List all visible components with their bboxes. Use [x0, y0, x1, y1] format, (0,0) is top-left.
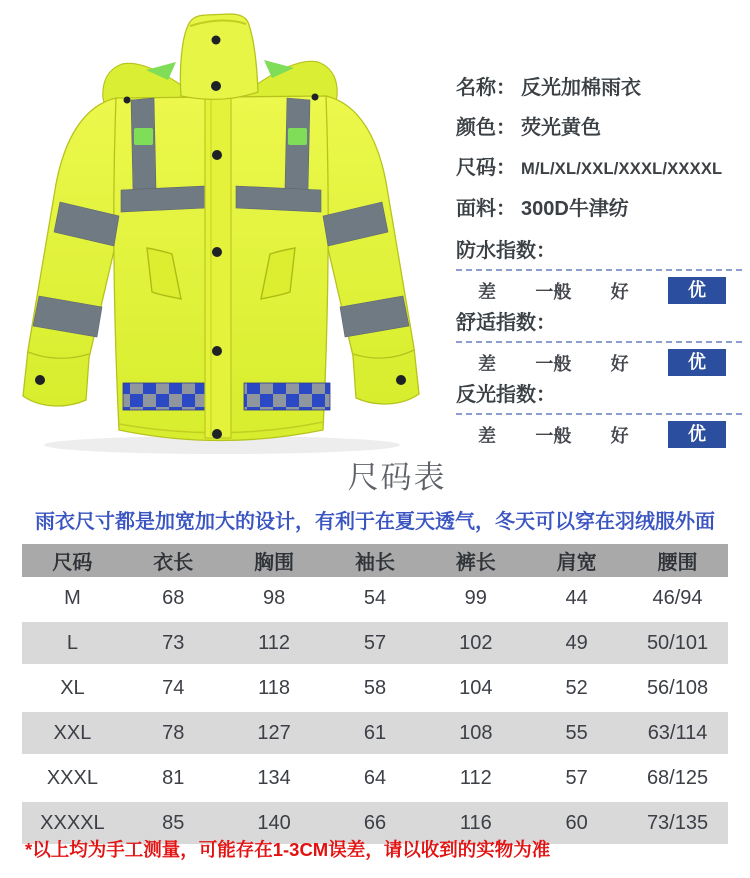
size-cell: XXL [22, 711, 123, 756]
size-cell: 64 [363, 766, 387, 789]
spec-fabric-value: 300D牛津纺 [521, 198, 629, 220]
size-cell: 108 [425, 711, 526, 756]
size-cell: 56/108 [646, 676, 709, 699]
size-col-header: 腰围 [627, 544, 728, 577]
rating-level: 差 [478, 353, 496, 374]
spec-name-value: 反光加棉雨衣 [521, 77, 641, 99]
waterproof-rating-row [456, 276, 742, 305]
size-cell: XL [60, 676, 85, 699]
green-tab [134, 128, 153, 145]
reflective-index-label: 反光指数： [456, 384, 556, 406]
size-chart-title: 尺码表 [347, 460, 447, 495]
spec-fabric-row [456, 197, 742, 221]
size-cell: 78 [123, 711, 224, 756]
waterproof-index-block [456, 239, 742, 305]
size-chart-subtitle: 雨衣尺寸都是加宽加大的设计，有利于在夏天透气，冬天可以穿在羽绒服外面 [35, 511, 715, 533]
size-cell: 46/94 [652, 586, 703, 609]
size-cell: 98 [262, 586, 286, 609]
spec-color-row [456, 116, 742, 140]
product-info-panel [456, 76, 742, 455]
spec-color-value: 荧光黄色 [521, 117, 601, 139]
size-cell: XXXL [46, 766, 98, 789]
size-cell: L [22, 621, 123, 666]
size-cell: 63/114 [627, 711, 728, 756]
rating-level: 差 [478, 281, 496, 302]
size-cell: 66 [325, 801, 426, 846]
size-col-header: 衣长 [123, 544, 224, 577]
dashed-divider [456, 341, 742, 343]
rating-level: 一般 [535, 425, 572, 446]
checker-band [123, 383, 209, 410]
size-row-xxl [22, 711, 728, 756]
size-cell: 60 [526, 801, 627, 846]
comfort-index-label: 舒适指数： [456, 312, 556, 334]
size-cell: XXXXL [22, 801, 123, 846]
rating-indices [456, 239, 742, 449]
spec-size-value: M/L/XL/XXL/XXXL/XXXXL [521, 160, 723, 178]
green-tab [288, 128, 307, 145]
size-cell: 49 [526, 621, 627, 666]
size-cell: 68/125 [646, 766, 709, 789]
size-cell: M [64, 586, 81, 609]
rating-level: 差 [478, 425, 496, 446]
size-header-row [22, 544, 728, 577]
spec-name-row [456, 76, 742, 100]
reflective-index-block [456, 383, 742, 449]
spec-size-row [456, 156, 742, 181]
size-cell: 118 [258, 676, 291, 699]
size-cell: 73/135 [627, 801, 728, 846]
size-cell: 54 [363, 586, 387, 609]
size-cell: 116 [425, 801, 526, 846]
spec-size-label: 尺码： [456, 157, 516, 179]
size-cell: 55 [526, 711, 627, 756]
size-cell: 61 [325, 711, 426, 756]
size-cell: 112 [224, 621, 325, 666]
spec-name-label: 名称： [456, 77, 516, 99]
rating-level: 好 [610, 353, 629, 374]
size-cell: 73 [123, 621, 224, 666]
size-cell: 140 [224, 801, 325, 846]
size-row-xxxl [22, 756, 728, 801]
size-cell: 99 [464, 586, 487, 609]
spec-color-label: 颜色： [456, 117, 516, 139]
measurement-disclaimer: *以上均为手工测量，可能存在1-3CM误差，请以收到的实物为准 [25, 839, 551, 860]
size-cell: 74 [162, 676, 185, 699]
rating-badge-selected: 优 [668, 349, 726, 376]
rating-level: 一般 [535, 281, 572, 302]
size-cell: 57 [565, 766, 588, 789]
reflective-rating-row [456, 420, 742, 449]
comfort-index-block [456, 311, 742, 377]
size-cell: 102 [425, 621, 526, 666]
size-cell: 68 [162, 586, 185, 609]
size-cell: 127 [224, 711, 325, 756]
rating-badge-selected: 优 [668, 421, 726, 448]
size-cell: 58 [363, 676, 387, 699]
dashed-divider [456, 413, 742, 415]
size-col-header: 裤长 [425, 544, 526, 577]
raincoat-photo [0, 4, 446, 456]
size-col-header: 肩宽 [526, 544, 627, 577]
size-cell: 104 [459, 676, 493, 699]
size-row-xl [22, 666, 728, 711]
checker-band [244, 383, 330, 410]
size-cell: 52 [565, 676, 588, 699]
size-cell: 85 [123, 801, 224, 846]
rating-level: 好 [610, 281, 629, 302]
size-row-l [22, 621, 728, 666]
comfort-rating-row [456, 348, 742, 377]
size-col-header: 尺码 [22, 544, 123, 577]
size-cell: 134 [257, 766, 291, 789]
size-row-m [22, 577, 728, 621]
size-cell: 44 [565, 586, 588, 609]
size-cell: 50/101 [627, 621, 728, 666]
dashed-divider [456, 269, 742, 271]
size-table [22, 544, 728, 847]
snap-placket [205, 92, 231, 438]
size-col-header: 胸围 [224, 544, 325, 577]
rating-level: 好 [610, 425, 629, 446]
size-cell: 57 [325, 621, 426, 666]
rating-level: 一般 [535, 353, 572, 374]
size-cell: 81 [162, 766, 185, 789]
size-table-header [22, 544, 728, 577]
waterproof-index-label: 防水指数： [456, 240, 556, 262]
size-col-header: 袖长 [325, 544, 426, 577]
size-cell: 112 [459, 766, 492, 789]
spec-fabric-label: 面料： [456, 198, 516, 220]
rating-badge-selected: 优 [668, 277, 726, 304]
